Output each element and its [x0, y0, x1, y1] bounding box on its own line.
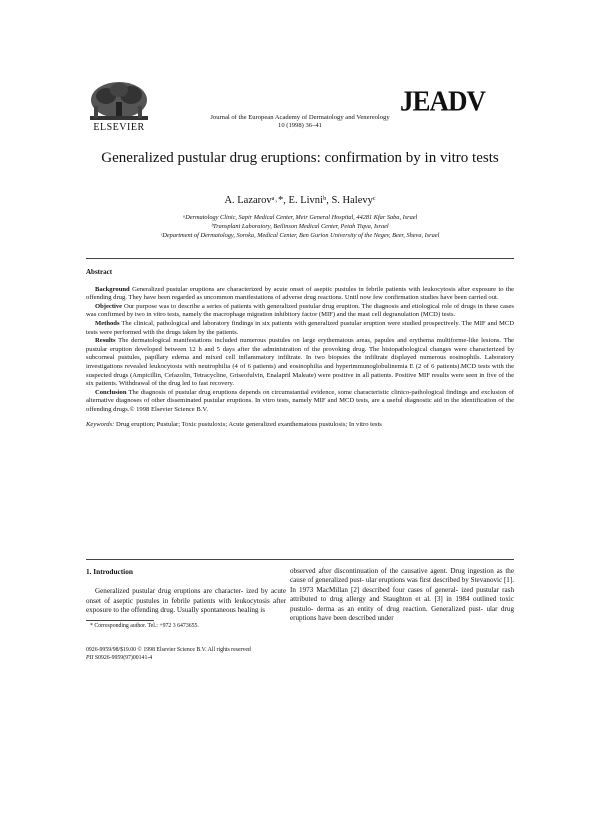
- affiliations: [60, 213, 540, 241]
- journal-logo: JEADV: [400, 85, 486, 117]
- abstract-bottom-rule: [86, 559, 514, 560]
- abstract-methods: [86, 320, 514, 337]
- abstract-text: The diagnosis of pustular drug eruptions depends on circumstantial evidence, some characteristic clinico-pathological findings and exclusion of alternative diagnoses of other disseminated pustular eruptions. In vitro tests, namely MIF and MCD tests, are a useful diagnostic aid in the identification of the offending drugs.© 1998 Elsevier Science B.V.: [86, 388, 515, 413]
- abstract: [86, 268, 514, 429]
- affiliation-a: ᵃDermatology Clinic, Sapir Medical Center, Meir General Hospital, 44281 Kfar Saba, Israel: [182, 214, 418, 221]
- copyright-line: 0926-9959/98/$19.00 © 1998 Elsevier Science B.V. All rights reserved: [86, 647, 251, 653]
- body-column-right: observed after discontinuation of the causative agent. Drug ingestion as the cause of generalized pust- ular eruptions was first described by Stevanovic [1]. In 1973 MacMillan [2] described four cases of general- ized pustular rash attributed to drug allergy and Staughton et al. [3] in 1984 outlined toxic pustulo- derma as an entity of drug reaction. Generalized pust- ular drug eruptions have been described under: [290, 567, 514, 623]
- abstract-label: Objective: [95, 302, 123, 310]
- journal-name: Journal of the European Academy of Dermatology and Venereology: [210, 114, 390, 121]
- pii-label: PII: [86, 655, 94, 662]
- footnote-rule: [86, 620, 154, 621]
- abstract-text: The clinical, pathological and laboratory findings in six patients with generalized pustular eruption were studied prospectively. The MIF and MCD tests were performed with the drugs taken by the patients.: [86, 319, 514, 336]
- journal-volume: 10 (1998) 36–41: [278, 122, 322, 129]
- body-paragraph: Generalized pustular drug eruptions are character- ized by acute onset of aseptic pustules in febrile patients with leukocytosis after exposure to the offending drug. Usually spontaneous healing is: [86, 587, 286, 615]
- copyright-block: [86, 646, 386, 663]
- abstract-label: Conclusion: [95, 388, 127, 396]
- section-heading: 1. Introduction: [86, 567, 133, 576]
- abstract-text: The dermatological manifestations included numerous pustules on large erythematous areas, papules and erythema multiforme-like lesions. The pustular eruption developed between 12 h and 5 days after the administration of the provoking drug. The histopathological changes were characterized by subcorneal pustules, papillary edema and mixed cell inflammatory infiltrate. In two biopsies the infiltrate displayed numerous eosinophils. Laboratory investigations revealed leukocytosis with neutrophilia (4 of 6 patients) and eosinophilia and hyperimmunoglobulinemia E (2 of 6 patients).MCD tests with the suspected drugs (Ampicillin, Cefazolin, Tetracycline, Griseofulvin, Enalapril Maleate) were positive in all patients. Positive MIF results were seen in five of the six patients. Withdrawal of the drug led to fast recovery.: [86, 337, 514, 388]
- abstract-top-rule: [86, 258, 514, 259]
- abstract-heading: Abstract: [86, 268, 113, 276]
- abstract-text: Our purpose was to describe a series of patients with generalized pustular drug eruption. The diagnosis and etiological role of drugs in these cases was confirmed by two in vitro tests, namely the macrophage migration inhibitory factor (MIF) and the mast cell degranulation (MCD) tests.: [86, 302, 514, 319]
- abstract-background: [86, 286, 514, 303]
- affiliation-b: ᵇTransplant Laboratory, Beilinson Medical Center, Petah Tiqva, Israel: [211, 223, 389, 231]
- author-list: A. Lazarovᵃ˒*, E. Livniᵇ, S. Halevyᶜ: [224, 195, 376, 206]
- pii-value: S0926-9959(97)00141-4: [94, 655, 153, 662]
- abstract-label: Methods: [95, 319, 120, 327]
- keywords-list: Drug eruption; Pustular; Toxic pustuloxis; Acute generalized exanthematous pustulosis; In vitro tests: [115, 420, 382, 428]
- abstract-objective: [86, 303, 514, 320]
- abstract-label: Results: [95, 337, 116, 345]
- abstract-label: Background: [95, 285, 130, 293]
- pii-line: [86, 654, 386, 662]
- footnote: * Corresponding author. Tel.: +972 3 6473655.: [90, 623, 199, 629]
- abstract-conclusion: [86, 389, 514, 415]
- keywords: [86, 421, 514, 430]
- abstract-results: [86, 337, 514, 389]
- paper-title: Generalized pustular drug eruptions: confirmation by in vitro tests: [101, 150, 499, 166]
- keywords-label: Keywords:: [86, 420, 115, 428]
- affiliation-c: ᶜDepartment of Dermatology, Soroka, Medical Center, Ben Gurion University of the Negev, Beer, Sheva, Israel: [160, 232, 440, 240]
- abstract-text: Generalized pustular eruptions are characterized by acute onset of aseptic pustules in febrile patients with leukocytosis after exposure to the offending drug. They have been regarded as uncommon manifestations of adverse drug reactions. Until now few confirmation studies have been carried out.: [86, 285, 514, 302]
- body-column-left: [86, 567, 286, 616]
- publisher-name: ELSEVIER: [93, 122, 145, 133]
